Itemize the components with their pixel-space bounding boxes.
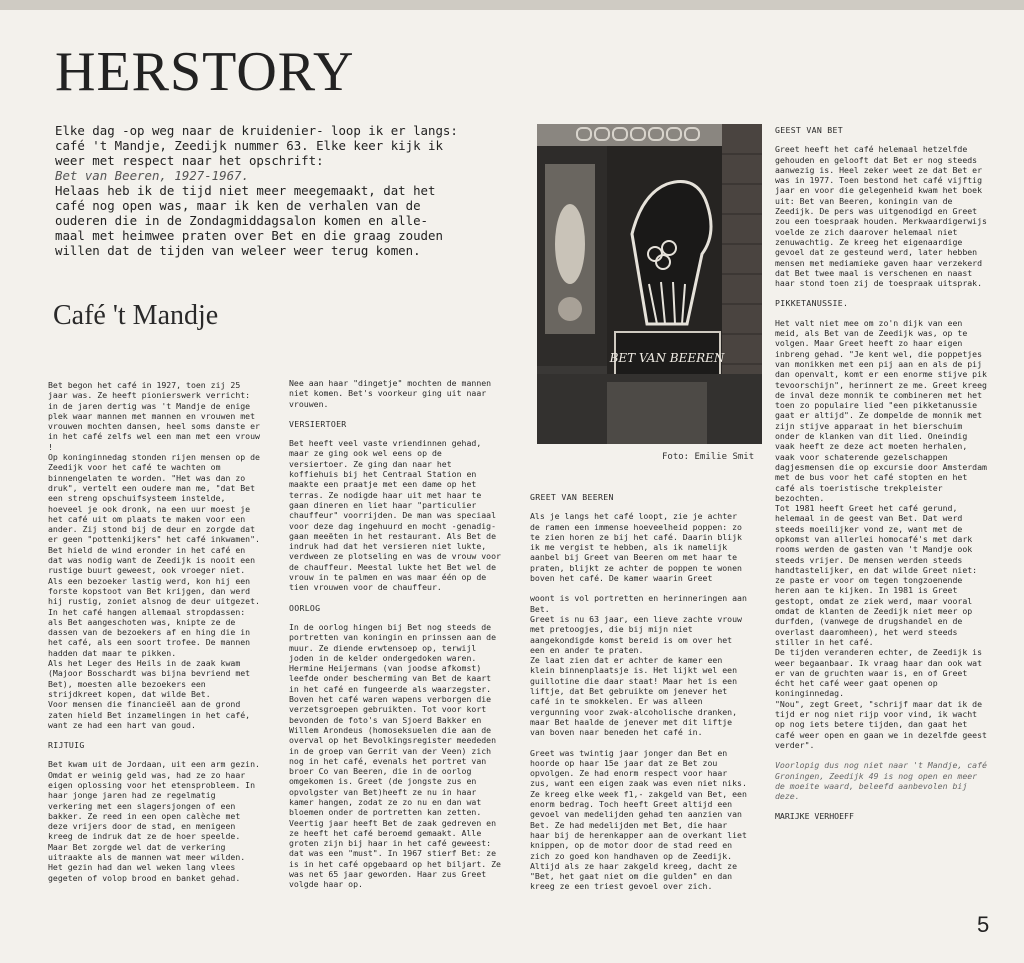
paragraph: woont is vol portretten en herinneringen aan Bet. [530, 593, 747, 614]
paragraph: Bet begon het café in 1927, toen zij 25 jaar was. Ze heeft pionierswerk verricht: in de jaren dertig was 't Mandje de enige plek waar mannen met mannen en vrouwen met vrouwen mochten dansen, heel soms danste er in het café zelfs wel een man met een vrouw ! [48, 380, 260, 452]
shop-sign-text: BET VAN BEEREN [609, 351, 725, 365]
article-column-4 [775, 125, 987, 822]
paragraph: Als je langs het café loopt, zie je achter de ramen een immense hoeveelheid poppen: zo te zien horen ze bij het café. Daarin blijk ik me vergist te hebben, als ik namelijk aanbel bij Greet van Beeren om met haar te praten, blijkt ze achter de poppen te wonen boven het café. De kamer waarin Greet [530, 511, 742, 584]
article-column-3 [530, 492, 748, 892]
page-number: 5 [977, 912, 990, 937]
intro-line: weer met respect naar het opschrift: [55, 153, 324, 168]
cafe-facade-illustration [537, 124, 762, 444]
paragraph: Tot 1981 heeft Greet het café gerund, helemaal in de geest van Bet. Dat werd steeds moeilijker vond ze, want met de opkomst van allerlei homocafé's met dark rooms werden de gasten van 't Mandje ook steeds vrijer. De mensen werden steeds handtastelijker, en dat wilde Greet niet: ze paste er voor om tegen tongzoenende heren aan te kijken. In 1981 is Greet gestopt, omdat ze ziek werd, maar vooral omdat de klanten de Zeedijk niet meer op durfden, (vanwege de drugshandel en de overlast daaromheen), het werd steeds stiller in het café. [775, 503, 978, 647]
intro-line: café nog open was, maar ik ken de verhalen van de [55, 198, 421, 213]
paragraph: In de oorlog hingen bij Bet nog steeds de portretten van koningin en prinssen aan de muur. Ze diende erwtensoep op, terwijl joden in de kelder ondergedoken waren. Hermine Heijermans (van joodse afkomst) leefde onder bescherming van Bet de kaart in het café en fungeerde als waarzegster. Boven het café waren wapens verborgen die verzetsgroepen gebruikten. Tot voor kort bevonden de foto's van Sjoerd Bakker en Willem Arondeus (homoseksuelen die aan de overval op het Bevolkingsregister meededen in de groep van Gerrit van der Veen) zich nog in het café, evenals het portret van broer Co van Beeren, die in de oorlog omgekomen is. Greet (de jongste zus en opvolgster van Bet)heeft ze nu in haar kamer hangen, zodat ze zo nu en dan wat bloemen onder de portretten kan zetten. [289, 621, 497, 818]
paragraph: In het café hangen allemaal stropdassen: als Bet aangeschoten was, knipte ze de dassen van de bezoekers af en hing die in het café, als een soort trofee. De mannen hadden dat maar te pikken. [48, 606, 251, 658]
paragraph: Bet heeft veel vaste vriendinnen gehad, maar ze ging ook wel eens op de versiertoer. Ze ging dan naar het koffiehuis bij het Centraal Station en maakte een praatje met een dame op het terras. Ze nodigde haar uit met haar te gaan dineren en liet haar "particulier chauffeur" voorrijden. De man was speciaal voor deze dag ingehuurd en mocht -genadig- gaan meeëten in het restaurant. Als Bet de indruk had dat het versieren niet lukte, verdween ze plotseling en was de vrouw voor de chauffeur. Meestal lukte het Bet wel de vrouw in te palmen en was maar één op de tien vrouwen voor de chauffeur. [289, 438, 501, 593]
intro-line: café 't Mandje, Zeedijk nummer 63. Elke keer kijk ik [55, 138, 443, 153]
cafe-photo [537, 124, 762, 444]
intro-line: ouderen die in de Zondagmiddagsalon komen en alle- [55, 213, 428, 228]
intro-line: Helaas heb ik de tijd niet meer meegemaakt, dat het [55, 183, 436, 198]
intro-paragraph [55, 123, 525, 258]
subheading: GREET VAN BEEREN [530, 492, 614, 502]
paragraph: Voor mensen die financieël aan de grond zaten hield Bet inzamelingen in het café, want ze had een hart van goud. [48, 699, 251, 730]
author-byline: MARIJKE VERHOEFF [775, 811, 854, 822]
subheading: RIJTUIG [48, 740, 85, 751]
section-title: Café 't Mandje [53, 300, 219, 331]
subheading: OORLOG [289, 602, 321, 613]
paragraph: Als het Leger des Heils in de zaak kwam (Majoor Bosschardt was bijna bevriend met Bet), moesten alle bezoekers een strijdkreet kopen, dat wilde Bet. [48, 658, 251, 699]
subheading: VERSIERTOER [289, 418, 347, 429]
closing-note: Voorlopig dus nog niet naar 't Mandje, café Groningen, Zeedijk 49 is nog open en meer de moeite waard, beleefd aanbevolen bij deze. [775, 760, 987, 802]
masthead-title: HERSTORY [55, 41, 355, 103]
paragraph: Op koninginnedag stonden rijen mensen op de Zeedijk voor het café te wachten om binnengelaten te worden. "Het was dan zo druk", vertelt een oudere man me, "dat Bet een streng opschuifsysteem instelde, hoeveel je ook dronk, na een uur moest je het café uit om plaats te maken voor een ander. Zij stond bij de deur en zorgde dat er geen "pottenkijkers" het café inkwamen". [48, 452, 260, 545]
article-column-1 [48, 380, 260, 883]
article-column-2 [289, 378, 501, 890]
intro-line: willen dat de tijden van weleer weer terug komen. [55, 243, 421, 258]
paragraph: "Nou", zegt Greet, "schrijf maar dat ik de tijd er nog niet rijp voor vind, ik wacht op nog iets betere tijden, dan gaat het café weer open en gaan we in dezelfde geest verder". [775, 698, 987, 750]
paragraph: Veertig jaar heeft Bet de zaak gedreven en ze heeft het café beroemd gemaakt. Alle groten zijn bij haar in het café geweest: dat was een "must". In 1967 stierf Bet: ze is in het café opgebaard op het biljart. Ze was net 65 jaar geworden. Haar zus Greet volgde haar op. [289, 817, 501, 890]
page-fold-edge [0, 0, 1024, 10]
paragraph: Greet heeft het café helemaal hetzelfde gehouden en gelooft dat Bet er nog steeds aanwezig is. Heel zeker weet ze dat Bet er was in 1977. Toen bestond het café vijftig jaar en voor die gelegenheid kwam het boek uit: Bet van Beeren, koningin van de Zeedijk. De pers was uitgenodigd en Greet zou een toespraak houden. Merkwaardigerwijs voelde ze zich daarover helemaal niet zenuwachtig. Ze kreeg het eigenaardige gevoel dat ze gesteund werd, later hebben mensen met mediamieke gaven haar verzekerd dat Bet twee maal is verschenen en naast haar stond toen zij de toespraak uitsprak. [775, 144, 987, 289]
paragraph: Nee aan haar "dingetje" mochten de mannen niet komen. Bet's voorkeur ging uit naar vrouwen. [289, 378, 492, 409]
subheading: PIKKETANUSSIE. [775, 298, 849, 309]
paragraph: Bet kwam uit de Jordaan, uit een arm gezin. Omdat er weinig geld was, had ze zo haar eigen oplossing voor het etensprobleem. In haar jonge jaren had ze regelmatig verkering met een slagersjongen of een bakker. Ze reed in een open calèche met deze vrijers door de stad, en menigeen kreeg de indruk dat ze de hoer speelde. Maar Bet zorgde wel dat de verkering uitraakte als de mannen wat meer wilden. Het gezin had dan wel weken lang vlees gegeten of volop brood en banket gehad. [48, 759, 260, 883]
paragraph: Ze laat zien dat er achter de kamer een klein binnenplaatsje is. Het lijkt wel een guillotine die daar staat! Maar het is een liftje, dat Bet gebruikte om jenever het café in te smokkelen. Er was alleen vergunning voor zwak-alcoholische dranken, maar Bet haalde de jenever met dit liftje van boven naar beneden het café in. [530, 655, 738, 738]
intro-line: maal met heimwee praten over Bet en die graag zouden [55, 228, 443, 243]
photo-caption: Foto: Emilie Smit [662, 452, 755, 462]
intro-line-italic: Bet van Beeren, 1927-1967. [55, 168, 249, 183]
paragraph: De tijden veranderen echter, de Zeedijk is weer begaanbaar. Ik vraag haar dan ook wat er van de gruchten waar is, en of Greet écht het café weer gaat openen op koninginnedag. [775, 647, 983, 699]
paragraph: Greet was twintig jaar jonger dan Bet en hoorde op haar 15e jaar dat ze Bet zou opvolgen. Ze had enorm respect voor haar zus, want een eigen zaak was even niet niks. Ze kreeg elke week f1,- zakgeld van Bet, een enorm bedrag. Toch heeft Greet altijd een gevoel van medelijden gehad ten aanzien van Bet. Ze had medelijden met Bet, die haar haar bij de herenkapper aan de overkant liet knippen, op de motor door de stad reed en zich zo goed kon handhaven op de Zeedijk. Altijd als ze haar zakgeld kreeg, dacht ze "Bet, het gaat niet om die gulden" en dan kreeg ze een triest gevoel over zich. [530, 747, 747, 892]
paragraph: Greet is nu 63 jaar, een lieve zachte vrouw met pretoogjes, die bij mijn niet aangekondigde komst bereid is om over het een en ander te praten. [530, 613, 742, 655]
paragraph: Bet hield de wind eronder in het café en dat was nodig want de Zeedijk is nooit een rustige buurt geweest, ook vroeger niet. Als een bezoeker lastig werd, kon hij een forste kopstoot van Bet krijgen, dan werd hij rustig, zoniet alsnog de deur uitgezet. [48, 544, 260, 607]
intro-line: Elke dag -op weg naar de kruidenier- loop ik er langs: [55, 123, 458, 138]
subheading: GEEST VAN BET [775, 125, 843, 135]
paragraph: Het valt niet mee om zo'n dijk van een meid, als Bet van de Zeedijk was, op te volgen. Maar Greet heeft zo haar eigen inbreng gehad. "Je kent wel, die poppetjes van monikken met een pij aan en als de pij dan openvalt, komt er een enorme stijve pik tevoorschijn", herinnert ze me. Greet kreeg de inval deze monnik te combineren met het toen zo populaire lied "een pikketanussie gaat er altijd". Ze dompelde de monnik met zijn stijve apparaat in het bierschuim onder de klanken van dit lied. Oneindig vaak heeft ze deze act moeten herhalen, vaak voor schaterende gezelschappen dagjesmensen die op excursie door Amsterdam met de bus voor het café stopten en het café als toeristische trekpleister bezochten. [775, 317, 987, 503]
